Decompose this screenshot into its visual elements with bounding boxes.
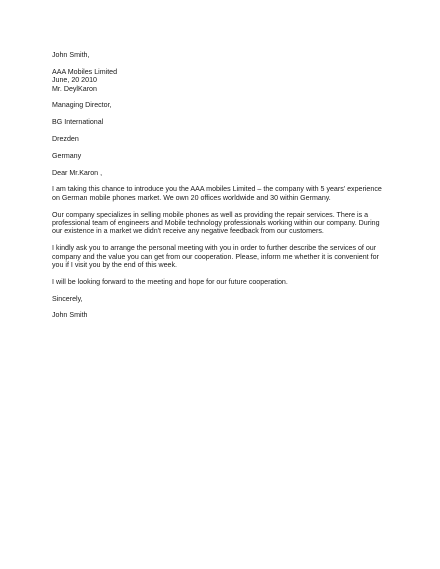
paragraph-line: you if I visit you by the end of this week. bbox=[52, 261, 177, 270]
signature-block bbox=[52, 311, 392, 319]
paragraph-line: I will be looking forward to the meeting and hope for our future cooperation. bbox=[52, 277, 288, 286]
recipient-country: Germany bbox=[52, 151, 82, 160]
closing: Sincerely, bbox=[52, 294, 83, 303]
sender-company: AAA Mobiles Limited bbox=[52, 67, 118, 76]
recipient-city-block bbox=[52, 135, 392, 143]
recipient-country-block bbox=[52, 152, 392, 160]
closing-block bbox=[52, 295, 392, 303]
paragraph-line: professional team of engineers and Mobile technology professionals working within our company. During bbox=[52, 219, 380, 227]
sender-address-block bbox=[52, 68, 392, 93]
salutation-block bbox=[52, 169, 392, 177]
recipient-company: BG International bbox=[52, 118, 104, 127]
sender-name: John Smith, bbox=[52, 51, 90, 59]
paragraph-line: our existence in a market we didn't receive any negative feedback from our customers. bbox=[52, 227, 324, 236]
paragraph-closing-note bbox=[52, 278, 392, 286]
recipient-city: Drezden bbox=[52, 135, 79, 143]
letter-date: June, 20 2010 bbox=[52, 76, 97, 85]
signature: John Smith bbox=[52, 311, 88, 320]
paragraph-line: I kindly ask you to arrange the personal meeting with you in order to further describe the services of our bbox=[52, 244, 377, 253]
recipient-title: Managing Director, bbox=[52, 101, 112, 110]
recipient-title-block bbox=[52, 101, 392, 109]
letter-body bbox=[52, 51, 392, 328]
paragraph-request bbox=[52, 244, 392, 269]
paragraph-line: Our company specializes in selling mobile phones as well as providing the repair services. There is a bbox=[52, 210, 369, 219]
paragraph-line: company and the value you can get from our cooperation. Please, inform me whether it is convenient for bbox=[52, 252, 379, 261]
paragraph-line: on German mobile phones market. We own 20 offices worldwide and 30 within Germany. bbox=[52, 193, 331, 202]
recipient-name: Mr. DeylKaron bbox=[52, 84, 97, 93]
paragraph-company bbox=[52, 211, 392, 236]
salutation: Dear Mr.Karon , bbox=[52, 168, 103, 177]
paragraph-line: I am taking this chance to introduce you the AAA mobiles Limited – the company with 5 years' experience bbox=[52, 185, 382, 194]
recipient-company-block bbox=[52, 118, 392, 126]
sender-line bbox=[52, 51, 392, 59]
paragraph-intro bbox=[52, 185, 392, 202]
